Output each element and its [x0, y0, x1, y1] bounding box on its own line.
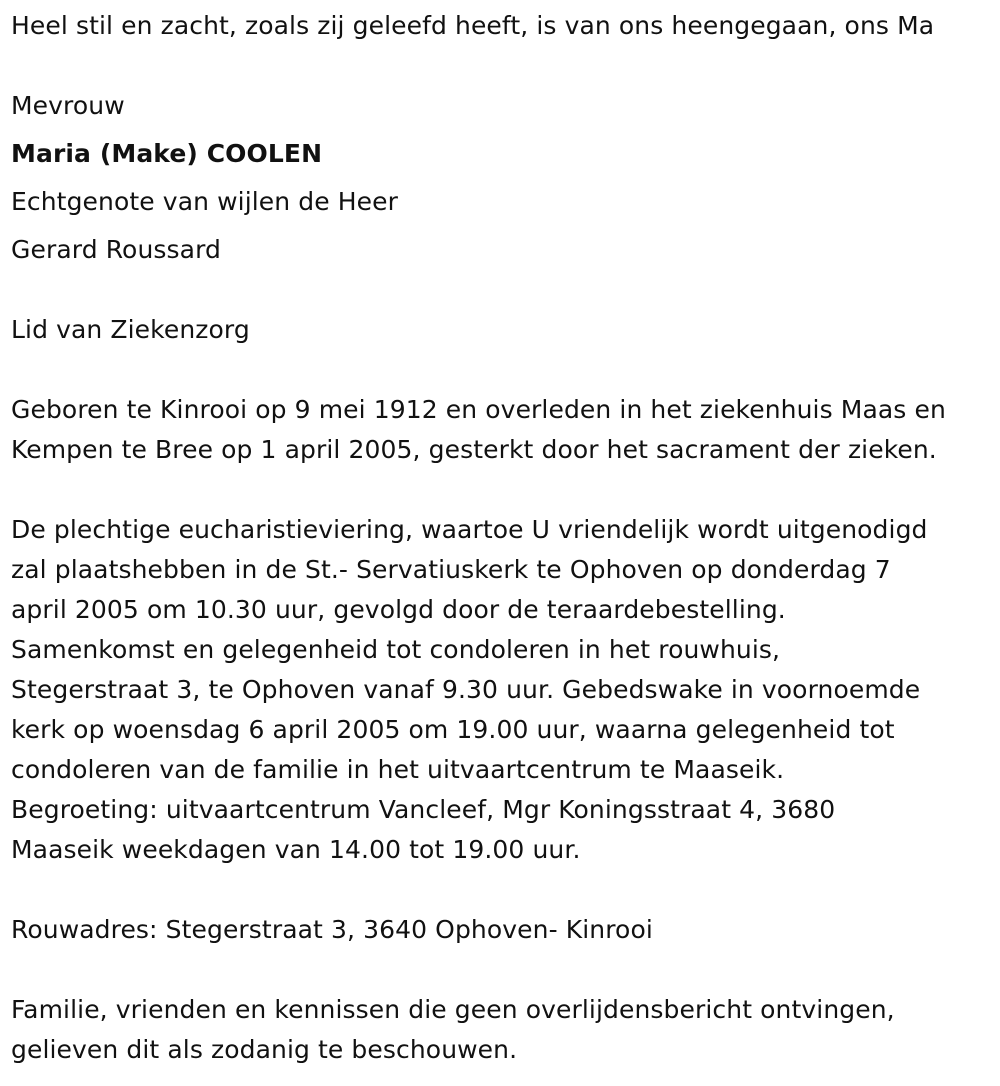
- ceremony-line: Stegerstraat 3, te Ophoven vanaf 9.30 uur. Gebedswake in voornoemde: [11, 675, 921, 704]
- intro-text: Heel stil en zacht, zoals zij geleefd heeft, is van ons heengegaan, ons Ma: [11, 11, 935, 40]
- deceased-name: Maria (Make) COOLEN: [11, 139, 323, 168]
- ceremony-line: Maaseik weekdagen van 14.00 tot 19.00 uur.: [11, 835, 581, 864]
- mourning-address: Rouwadres: Stegerstraat 3, 3640 Ophoven- Kinrooi: [11, 915, 653, 944]
- membership: Lid van Ziekenzorg: [11, 315, 250, 344]
- ceremony-line: Begroeting: uitvaartcentrum Vancleef, Mgr Koningsstraat 4, 3680: [11, 795, 836, 824]
- ceremony-line: april 2005 om 10.30 uur, gevolgd door de teraardebestelling.: [11, 595, 786, 624]
- birth-death-line: Geboren te Kinrooi op 9 mei 1912 en overleden in het ziekenhuis Maas en: [11, 395, 946, 424]
- ceremony-line: condoleren van de familie in het uitvaartcentrum te Maaseik.: [11, 755, 785, 784]
- birth-death-line: Kempen te Bree op 1 april 2005, gesterkt door het sacrament der zieken.: [11, 435, 937, 464]
- spouse-line-1: Echtgenote van wijlen de Heer: [11, 187, 399, 216]
- ceremony-line: Samenkomst en gelegenheid tot condoleren in het rouwhuis,: [11, 635, 781, 664]
- spouse-line-2: Gerard Roussard: [11, 235, 221, 264]
- closing-line: Familie, vrienden en kennissen die geen overlijdensbericht ontvingen,: [11, 995, 895, 1024]
- ceremony-line: De plechtige eucharistieviering, waartoe U vriendelijk wordt uitgenodigd: [11, 515, 928, 544]
- ceremony-line: kerk op woensdag 6 april 2005 om 19.00 uur, waarna gelegenheid tot: [11, 715, 895, 744]
- salutation: Mevrouw: [11, 91, 125, 120]
- closing-line: gelieven dit als zodanig te beschouwen.: [11, 1035, 518, 1064]
- ceremony-line: zal plaatshebben in de St.- Servatiuskerk te Ophoven op donderdag 7: [11, 555, 891, 584]
